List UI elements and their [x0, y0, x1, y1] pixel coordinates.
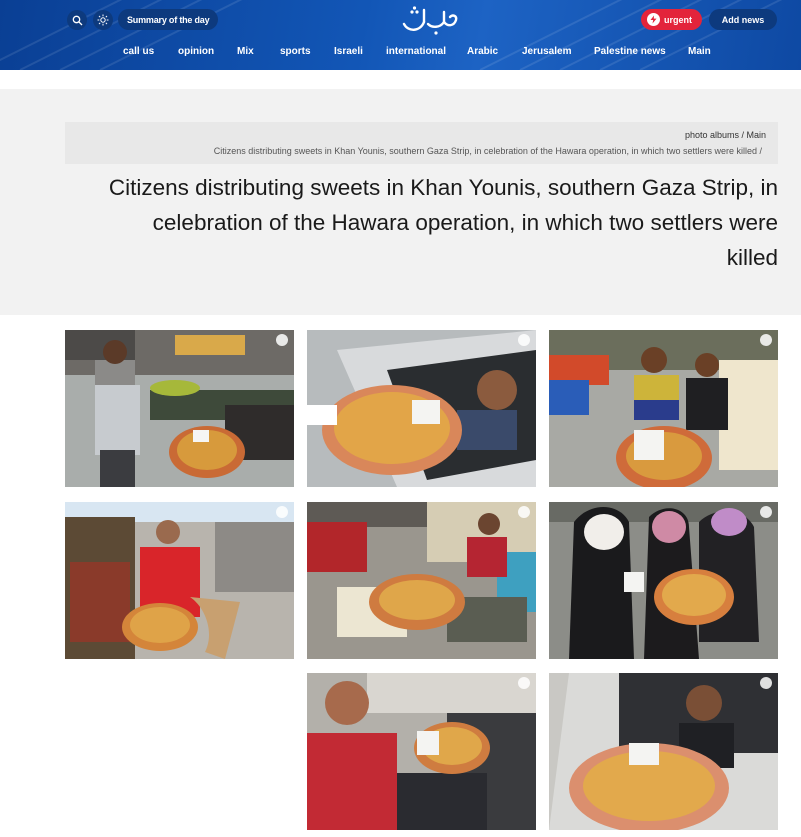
summary-label: Summary of the day [127, 14, 210, 25]
gallery-photo-3[interactable] [549, 330, 778, 487]
nav-item-jerusalem[interactable]: Jerusalem [522, 46, 572, 57]
gallery-photo-6[interactable] [549, 502, 778, 659]
urgent-news-button[interactable] [641, 9, 702, 30]
photo-seated-vendor-image [307, 502, 536, 659]
breadcrumb-line-1[interactable]: photo albums / Main [684, 130, 766, 140]
gallery-photo-7[interactable] [307, 673, 536, 830]
gallery-photo-4[interactable] [65, 502, 294, 659]
gallery-photo-1[interactable] [65, 330, 294, 487]
nav-item-palestine-news[interactable]: Palestine news [594, 46, 666, 57]
gallery-photo-5[interactable] [307, 502, 536, 659]
nav-item-israeli[interactable]: Israeli [334, 46, 363, 57]
watermark-icon [760, 506, 772, 518]
photo-boys-market-image [549, 330, 778, 487]
nav-item-call-us[interactable]: call us [123, 46, 155, 57]
search-icon [72, 15, 83, 26]
photo-car-window-image [307, 330, 536, 487]
nav-item-sports[interactable]: sports [280, 46, 311, 57]
search-button[interactable] [67, 10, 87, 30]
site-header [0, 0, 801, 70]
site-logo[interactable] [398, 2, 460, 36]
nav-item-international[interactable]: international [386, 46, 447, 57]
watermark-icon [760, 334, 772, 346]
photo-man-red-shirt-image [65, 502, 294, 659]
photo-boy-in-car-image [549, 673, 778, 830]
gallery-photo-2[interactable] [307, 330, 536, 487]
nav-item-opinion[interactable]: opinion [178, 46, 215, 57]
watermark-icon [518, 677, 530, 689]
add-news-label: Add news [721, 14, 765, 25]
photo-man-in-car-image [307, 673, 536, 830]
photo-women-sweets-image [549, 502, 778, 659]
page-title: Citizens distributing sweets in Khan Younis, southern Gaza Strip, in celebration of the Hawara operation, in which two settlers were killed [108, 175, 778, 270]
summary-of-the-day-button[interactable] [118, 9, 218, 30]
add-news-button[interactable] [709, 9, 777, 30]
nav-item-main[interactable]: Main [688, 46, 711, 57]
theme-toggle-button[interactable] [93, 10, 113, 30]
gallery-photo-8[interactable] [549, 673, 778, 830]
photo-street-vendor-image [65, 330, 294, 487]
nav-item-arabic[interactable]: Arabic [467, 46, 499, 57]
sun-icon [97, 14, 109, 26]
shehab-logo-icon [398, 2, 460, 36]
nav-item-mix[interactable]: Mix [237, 46, 254, 57]
watermark-icon [276, 334, 288, 346]
watermark-icon [760, 677, 772, 689]
urgent-label: urgent [664, 14, 692, 25]
breadcrumb-line-2: Citizens distributing sweets in Khan Younis, southern Gaza Strip, in celebration of the Hawara operation, in which two settlers were killed / [213, 146, 762, 156]
watermark-icon [518, 506, 530, 518]
breadcrumb [65, 122, 778, 164]
watermark-icon [518, 334, 530, 346]
bolt-icon [647, 13, 660, 26]
watermark-icon [276, 506, 288, 518]
main-nav [0, 45, 801, 61]
